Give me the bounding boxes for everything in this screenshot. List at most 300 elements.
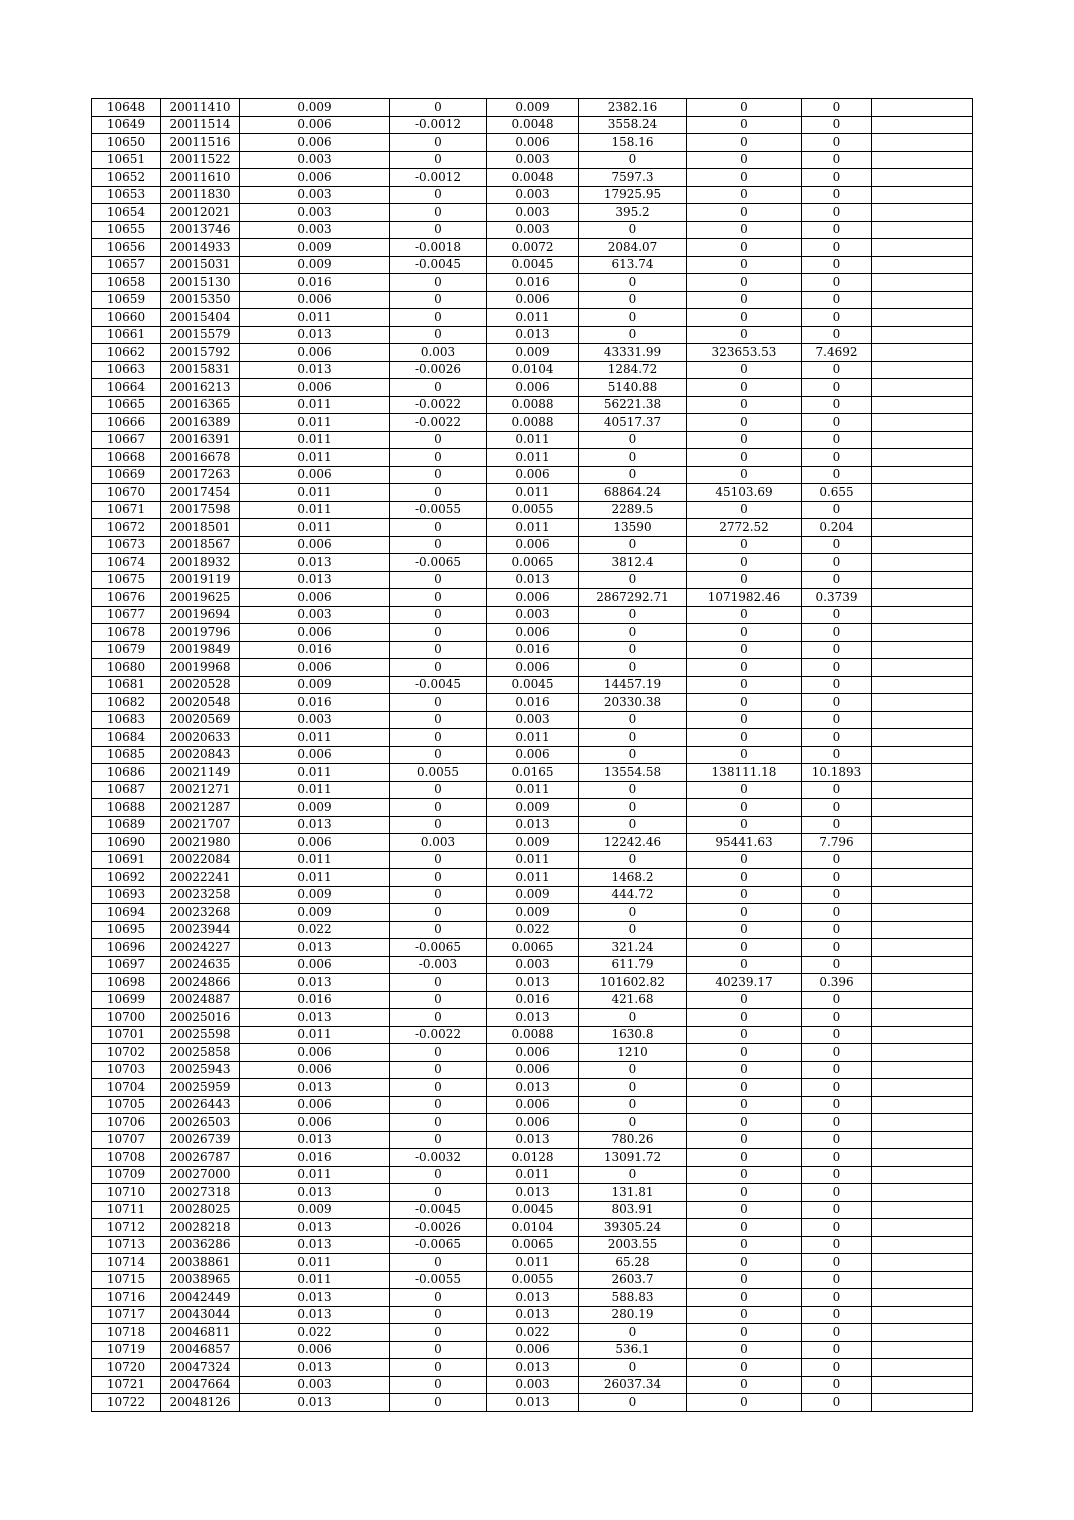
cell-code: 20036286 bbox=[161, 1236, 240, 1254]
cell-ratio: 0 bbox=[802, 221, 872, 239]
cell-rate: 0.011 bbox=[240, 501, 390, 519]
cell-adjustment: 0 bbox=[390, 449, 487, 467]
cell-row-id: 10661 bbox=[92, 326, 161, 344]
cell-ratio: 0 bbox=[802, 1079, 872, 1097]
cell-rate: 0.009 bbox=[240, 886, 390, 904]
cell-ratio: 0 bbox=[802, 99, 872, 117]
table-row bbox=[92, 1254, 973, 1272]
cell-ratio: 0 bbox=[802, 239, 872, 257]
cell-blank bbox=[872, 1096, 973, 1114]
cell-blank bbox=[872, 326, 973, 344]
cell-amount: 0 bbox=[579, 1394, 687, 1412]
cell-adjustment: 0 bbox=[390, 1096, 487, 1114]
cell-rate: 0.011 bbox=[240, 1271, 390, 1289]
cell-adjustment: 0.0055 bbox=[390, 764, 487, 782]
cell-rate: 0.011 bbox=[240, 414, 390, 432]
cell-amount: 0 bbox=[579, 1061, 687, 1079]
cell-code: 20019119 bbox=[161, 571, 240, 589]
cell-adjustment: 0.003 bbox=[390, 344, 487, 362]
cell-row-id: 10703 bbox=[92, 1061, 161, 1079]
cell-adjustment: 0 bbox=[390, 694, 487, 712]
cell-bonus: 0 bbox=[687, 1341, 802, 1359]
cell-ratio: 0 bbox=[802, 1184, 872, 1202]
table-row bbox=[92, 799, 973, 817]
cell-amount: 588.83 bbox=[579, 1289, 687, 1307]
table-row bbox=[92, 1219, 973, 1237]
cell-code: 20023258 bbox=[161, 886, 240, 904]
cell-code: 20028218 bbox=[161, 1219, 240, 1237]
cell-blank bbox=[872, 1201, 973, 1219]
cell-adjustment: -0.0022 bbox=[390, 1026, 487, 1044]
cell-bonus: 0 bbox=[687, 571, 802, 589]
cell-code: 20015831 bbox=[161, 361, 240, 379]
cell-bonus: 0 bbox=[687, 659, 802, 677]
cell-blank bbox=[872, 939, 973, 957]
cell-rate: 0.013 bbox=[240, 326, 390, 344]
cell-net-rate: 0.003 bbox=[487, 606, 579, 624]
cell-row-id: 10685 bbox=[92, 746, 161, 764]
cell-amount: 0 bbox=[579, 659, 687, 677]
cell-row-id: 10671 bbox=[92, 501, 161, 519]
table-row bbox=[92, 274, 973, 292]
cell-rate: 0.003 bbox=[240, 221, 390, 239]
cell-code: 20042449 bbox=[161, 1289, 240, 1307]
cell-bonus: 0 bbox=[687, 169, 802, 187]
cell-rate: 0.011 bbox=[240, 764, 390, 782]
cell-net-rate: 0.006 bbox=[487, 291, 579, 309]
cell-code: 20023268 bbox=[161, 904, 240, 922]
cell-code: 20019968 bbox=[161, 659, 240, 677]
table-row bbox=[92, 1376, 973, 1394]
cell-amount: 0 bbox=[579, 729, 687, 747]
cell-bonus: 0 bbox=[687, 239, 802, 257]
cell-net-rate: 0.009 bbox=[487, 904, 579, 922]
cell-row-id: 10698 bbox=[92, 974, 161, 992]
cell-blank bbox=[872, 1061, 973, 1079]
cell-net-rate: 0.006 bbox=[487, 379, 579, 397]
cell-net-rate: 0.003 bbox=[487, 956, 579, 974]
cell-row-id: 10674 bbox=[92, 554, 161, 572]
cell-net-rate: 0.009 bbox=[487, 344, 579, 362]
table-row bbox=[92, 974, 973, 992]
cell-code: 20046857 bbox=[161, 1341, 240, 1359]
cell-bonus: 2772.52 bbox=[687, 519, 802, 537]
cell-adjustment: 0 bbox=[390, 1254, 487, 1272]
table-row bbox=[92, 379, 973, 397]
cell-rate: 0.013 bbox=[240, 974, 390, 992]
cell-blank bbox=[872, 746, 973, 764]
cell-bonus: 0 bbox=[687, 816, 802, 834]
cell-amount: 0 bbox=[579, 1324, 687, 1342]
cell-rate: 0.003 bbox=[240, 711, 390, 729]
table-row bbox=[92, 1061, 973, 1079]
cell-net-rate: 0.003 bbox=[487, 221, 579, 239]
cell-net-rate: 0.006 bbox=[487, 589, 579, 607]
table-row bbox=[92, 99, 973, 117]
table-row bbox=[92, 151, 973, 169]
cell-adjustment: -0.003 bbox=[390, 956, 487, 974]
cell-ratio: 0 bbox=[802, 571, 872, 589]
cell-amount: 421.68 bbox=[579, 991, 687, 1009]
cell-net-rate: 0.009 bbox=[487, 834, 579, 852]
table-row bbox=[92, 414, 973, 432]
cell-blank bbox=[872, 1026, 973, 1044]
cell-rate: 0.003 bbox=[240, 151, 390, 169]
cell-amount: 65.28 bbox=[579, 1254, 687, 1272]
cell-ratio: 0.204 bbox=[802, 519, 872, 537]
cell-rate: 0.011 bbox=[240, 519, 390, 537]
cell-rate: 0.013 bbox=[240, 1184, 390, 1202]
cell-rate: 0.013 bbox=[240, 1131, 390, 1149]
cell-blank bbox=[872, 694, 973, 712]
cell-blank bbox=[872, 1271, 973, 1289]
cell-blank bbox=[872, 676, 973, 694]
cell-code: 20011516 bbox=[161, 134, 240, 152]
cell-net-rate: 0.011 bbox=[487, 781, 579, 799]
cell-row-id: 10695 bbox=[92, 921, 161, 939]
cell-code: 20018567 bbox=[161, 536, 240, 554]
cell-net-rate: 0.0104 bbox=[487, 361, 579, 379]
cell-row-id: 10655 bbox=[92, 221, 161, 239]
cell-rate: 0.016 bbox=[240, 1149, 390, 1167]
cell-blank bbox=[872, 781, 973, 799]
cell-code: 20017598 bbox=[161, 501, 240, 519]
cell-blank bbox=[872, 589, 973, 607]
cell-code: 20016678 bbox=[161, 449, 240, 467]
cell-code: 20017454 bbox=[161, 484, 240, 502]
cell-code: 20019849 bbox=[161, 641, 240, 659]
cell-bonus: 0 bbox=[687, 1166, 802, 1184]
cell-rate: 0.009 bbox=[240, 799, 390, 817]
cell-net-rate: 0.013 bbox=[487, 571, 579, 589]
cell-ratio: 0 bbox=[802, 1359, 872, 1377]
cell-adjustment: -0.0055 bbox=[390, 501, 487, 519]
cell-adjustment: 0 bbox=[390, 851, 487, 869]
table-row bbox=[92, 1341, 973, 1359]
cell-code: 20016365 bbox=[161, 396, 240, 414]
cell-net-rate: 0.016 bbox=[487, 694, 579, 712]
cell-ratio: 0 bbox=[802, 869, 872, 887]
cell-rate: 0.013 bbox=[240, 1079, 390, 1097]
table-row bbox=[92, 519, 973, 537]
cell-adjustment: 0 bbox=[390, 1079, 487, 1097]
cell-amount: 395.2 bbox=[579, 204, 687, 222]
table-row bbox=[92, 1271, 973, 1289]
cell-net-rate: 0.006 bbox=[487, 134, 579, 152]
cell-blank bbox=[872, 974, 973, 992]
table-row bbox=[92, 186, 973, 204]
cell-row-id: 10714 bbox=[92, 1254, 161, 1272]
cell-net-rate: 0.0165 bbox=[487, 764, 579, 782]
cell-amount: 2003.55 bbox=[579, 1236, 687, 1254]
cell-amount: 131.81 bbox=[579, 1184, 687, 1202]
cell-rate: 0.006 bbox=[240, 624, 390, 642]
cell-code: 20021149 bbox=[161, 764, 240, 782]
cell-code: 20015792 bbox=[161, 344, 240, 362]
cell-rate: 0.013 bbox=[240, 1306, 390, 1324]
cell-net-rate: 0.011 bbox=[487, 1166, 579, 1184]
cell-amount: 13590 bbox=[579, 519, 687, 537]
cell-rate: 0.011 bbox=[240, 396, 390, 414]
cell-adjustment: -0.0022 bbox=[390, 396, 487, 414]
cell-ratio: 0 bbox=[802, 256, 872, 274]
cell-row-id: 10702 bbox=[92, 1044, 161, 1062]
cell-ratio: 0 bbox=[802, 1201, 872, 1219]
cell-row-id: 10675 bbox=[92, 571, 161, 589]
cell-blank bbox=[872, 1341, 973, 1359]
cell-bonus: 0 bbox=[687, 1306, 802, 1324]
cell-rate: 0.016 bbox=[240, 641, 390, 659]
cell-row-id: 10708 bbox=[92, 1149, 161, 1167]
cell-adjustment: 0 bbox=[390, 974, 487, 992]
cell-row-id: 10689 bbox=[92, 816, 161, 834]
cell-net-rate: 0.0128 bbox=[487, 1149, 579, 1167]
cell-bonus: 0 bbox=[687, 851, 802, 869]
cell-code: 20025858 bbox=[161, 1044, 240, 1062]
cell-net-rate: 0.016 bbox=[487, 991, 579, 1009]
cell-bonus: 0 bbox=[687, 1026, 802, 1044]
cell-bonus: 0 bbox=[687, 1376, 802, 1394]
cell-amount: 40517.37 bbox=[579, 414, 687, 432]
cell-code: 20047324 bbox=[161, 1359, 240, 1377]
cell-amount: 2382.16 bbox=[579, 99, 687, 117]
cell-amount: 0 bbox=[579, 711, 687, 729]
table-row bbox=[92, 816, 973, 834]
cell-adjustment: 0 bbox=[390, 99, 487, 117]
cell-row-id: 10692 bbox=[92, 869, 161, 887]
cell-code: 20048126 bbox=[161, 1394, 240, 1412]
cell-net-rate: 0.0045 bbox=[487, 676, 579, 694]
cell-bonus: 0 bbox=[687, 641, 802, 659]
cell-bonus: 0 bbox=[687, 1359, 802, 1377]
cell-bonus: 0 bbox=[687, 361, 802, 379]
cell-code: 20021287 bbox=[161, 799, 240, 817]
cell-ratio: 0 bbox=[802, 361, 872, 379]
cell-bonus: 45103.69 bbox=[687, 484, 802, 502]
cell-ratio: 0.655 bbox=[802, 484, 872, 502]
cell-row-id: 10687 bbox=[92, 781, 161, 799]
cell-code: 20011514 bbox=[161, 116, 240, 134]
cell-code: 20019625 bbox=[161, 589, 240, 607]
cell-net-rate: 0.013 bbox=[487, 1306, 579, 1324]
cell-amount: 0 bbox=[579, 641, 687, 659]
cell-adjustment: 0 bbox=[390, 309, 487, 327]
cell-row-id: 10652 bbox=[92, 169, 161, 187]
table-row bbox=[92, 116, 973, 134]
cell-row-id: 10677 bbox=[92, 606, 161, 624]
table-row bbox=[92, 1359, 973, 1377]
cell-rate: 0.009 bbox=[240, 239, 390, 257]
cell-bonus: 95441.63 bbox=[687, 834, 802, 852]
cell-blank bbox=[872, 484, 973, 502]
cell-blank bbox=[872, 659, 973, 677]
cell-code: 20014933 bbox=[161, 239, 240, 257]
cell-adjustment: 0 bbox=[390, 134, 487, 152]
cell-rate: 0.013 bbox=[240, 939, 390, 957]
cell-bonus: 0 bbox=[687, 606, 802, 624]
cell-blank bbox=[872, 239, 973, 257]
cell-amount: 0 bbox=[579, 904, 687, 922]
cell-ratio: 0 bbox=[802, 729, 872, 747]
cell-amount: 158.16 bbox=[579, 134, 687, 152]
cell-row-id: 10713 bbox=[92, 1236, 161, 1254]
cell-amount: 5140.88 bbox=[579, 379, 687, 397]
table-row bbox=[92, 536, 973, 554]
cell-rate: 0.011 bbox=[240, 1026, 390, 1044]
cell-bonus: 0 bbox=[687, 1184, 802, 1202]
cell-adjustment: 0 bbox=[390, 466, 487, 484]
cell-blank bbox=[872, 991, 973, 1009]
cell-rate: 0.006 bbox=[240, 466, 390, 484]
table-row bbox=[92, 991, 973, 1009]
cell-adjustment: 0 bbox=[390, 746, 487, 764]
table-row bbox=[92, 1096, 973, 1114]
cell-blank bbox=[872, 151, 973, 169]
cell-rate: 0.011 bbox=[240, 449, 390, 467]
cell-ratio: 7.796 bbox=[802, 834, 872, 852]
cell-amount: 1630.8 bbox=[579, 1026, 687, 1044]
cell-rate: 0.003 bbox=[240, 186, 390, 204]
cell-bonus: 0 bbox=[687, 1394, 802, 1412]
cell-bonus: 0 bbox=[687, 921, 802, 939]
cell-ratio: 0 bbox=[802, 1219, 872, 1237]
cell-rate: 0.009 bbox=[240, 256, 390, 274]
cell-net-rate: 0.0045 bbox=[487, 256, 579, 274]
cell-row-id: 10667 bbox=[92, 431, 161, 449]
cell-blank bbox=[872, 1009, 973, 1027]
cell-ratio: 0 bbox=[802, 1254, 872, 1272]
cell-net-rate: 0.006 bbox=[487, 746, 579, 764]
cell-blank bbox=[872, 1324, 973, 1342]
cell-ratio: 0 bbox=[802, 134, 872, 152]
cell-blank bbox=[872, 221, 973, 239]
cell-net-rate: 0.011 bbox=[487, 431, 579, 449]
cell-bonus: 0 bbox=[687, 134, 802, 152]
cell-row-id: 10672 bbox=[92, 519, 161, 537]
cell-ratio: 0 bbox=[802, 624, 872, 642]
cell-amount: 13554.58 bbox=[579, 764, 687, 782]
cell-adjustment: 0 bbox=[390, 484, 487, 502]
cell-amount: 20330.38 bbox=[579, 694, 687, 712]
cell-bonus: 0 bbox=[687, 711, 802, 729]
cell-bonus: 0 bbox=[687, 414, 802, 432]
table-row bbox=[92, 624, 973, 642]
cell-blank bbox=[872, 396, 973, 414]
cell-net-rate: 0.0048 bbox=[487, 116, 579, 134]
cell-adjustment: 0 bbox=[390, 379, 487, 397]
cell-code: 20038861 bbox=[161, 1254, 240, 1272]
cell-amount: 0 bbox=[579, 536, 687, 554]
cell-row-id: 10716 bbox=[92, 1289, 161, 1307]
cell-rate: 0.013 bbox=[240, 1359, 390, 1377]
cell-bonus: 0 bbox=[687, 1096, 802, 1114]
cell-blank bbox=[872, 1254, 973, 1272]
cell-rate: 0.011 bbox=[240, 484, 390, 502]
cell-row-id: 10653 bbox=[92, 186, 161, 204]
cell-net-rate: 0.003 bbox=[487, 204, 579, 222]
cell-blank bbox=[872, 134, 973, 152]
cell-net-rate: 0.0072 bbox=[487, 239, 579, 257]
cell-row-id: 10700 bbox=[92, 1009, 161, 1027]
cell-bonus: 0 bbox=[687, 624, 802, 642]
cell-ratio: 0 bbox=[802, 1044, 872, 1062]
table-row bbox=[92, 904, 973, 922]
cell-net-rate: 0.022 bbox=[487, 1324, 579, 1342]
cell-code: 20020528 bbox=[161, 676, 240, 694]
cell-ratio: 0 bbox=[802, 1166, 872, 1184]
cell-adjustment: 0 bbox=[390, 1061, 487, 1079]
cell-bonus: 0 bbox=[687, 956, 802, 974]
cell-amount: 0 bbox=[579, 1114, 687, 1132]
cell-code: 20011830 bbox=[161, 186, 240, 204]
cell-code: 20022241 bbox=[161, 869, 240, 887]
cell-rate: 0.006 bbox=[240, 116, 390, 134]
cell-ratio: 0 bbox=[802, 1061, 872, 1079]
cell-ratio: 0 bbox=[802, 1394, 872, 1412]
cell-net-rate: 0.0065 bbox=[487, 939, 579, 957]
cell-row-id: 10649 bbox=[92, 116, 161, 134]
table-row bbox=[92, 1184, 973, 1202]
table-row bbox=[92, 204, 973, 222]
cell-bonus: 0 bbox=[687, 186, 802, 204]
cell-ratio: 0 bbox=[802, 1096, 872, 1114]
cell-amount: 1210 bbox=[579, 1044, 687, 1062]
cell-amount: 2084.07 bbox=[579, 239, 687, 257]
cell-adjustment: 0 bbox=[390, 781, 487, 799]
cell-ratio: 0 bbox=[802, 326, 872, 344]
cell-bonus: 0 bbox=[687, 221, 802, 239]
cell-blank bbox=[872, 379, 973, 397]
cell-ratio: 0 bbox=[802, 851, 872, 869]
cell-blank bbox=[872, 1114, 973, 1132]
cell-blank bbox=[872, 519, 973, 537]
table-row bbox=[92, 694, 973, 712]
cell-blank bbox=[872, 711, 973, 729]
cell-net-rate: 0.013 bbox=[487, 1394, 579, 1412]
cell-blank bbox=[872, 869, 973, 887]
table-row bbox=[92, 606, 973, 624]
cell-row-id: 10663 bbox=[92, 361, 161, 379]
cell-bonus: 0 bbox=[687, 1009, 802, 1027]
cell-amount: 0 bbox=[579, 1166, 687, 1184]
cell-bonus: 0 bbox=[687, 431, 802, 449]
cell-blank bbox=[872, 344, 973, 362]
cell-code: 20019796 bbox=[161, 624, 240, 642]
data-table bbox=[91, 98, 973, 1412]
cell-net-rate: 0.006 bbox=[487, 659, 579, 677]
table-row bbox=[92, 1026, 973, 1044]
table-row bbox=[92, 711, 973, 729]
cell-amount: 3812.4 bbox=[579, 554, 687, 572]
cell-row-id: 10699 bbox=[92, 991, 161, 1009]
cell-rate: 0.003 bbox=[240, 204, 390, 222]
cell-row-id: 10669 bbox=[92, 466, 161, 484]
cell-code: 20026503 bbox=[161, 1114, 240, 1132]
table-row bbox=[92, 554, 973, 572]
cell-rate: 0.011 bbox=[240, 729, 390, 747]
cell-ratio: 0 bbox=[802, 169, 872, 187]
cell-amount: 0 bbox=[579, 921, 687, 939]
cell-rate: 0.006 bbox=[240, 834, 390, 852]
cell-rate: 0.006 bbox=[240, 536, 390, 554]
table-row bbox=[92, 221, 973, 239]
cell-net-rate: 0.013 bbox=[487, 1009, 579, 1027]
cell-adjustment: 0 bbox=[390, 589, 487, 607]
cell-net-rate: 0.003 bbox=[487, 711, 579, 729]
cell-row-id: 10660 bbox=[92, 309, 161, 327]
cell-bonus: 40239.17 bbox=[687, 974, 802, 992]
cell-net-rate: 0.013 bbox=[487, 816, 579, 834]
